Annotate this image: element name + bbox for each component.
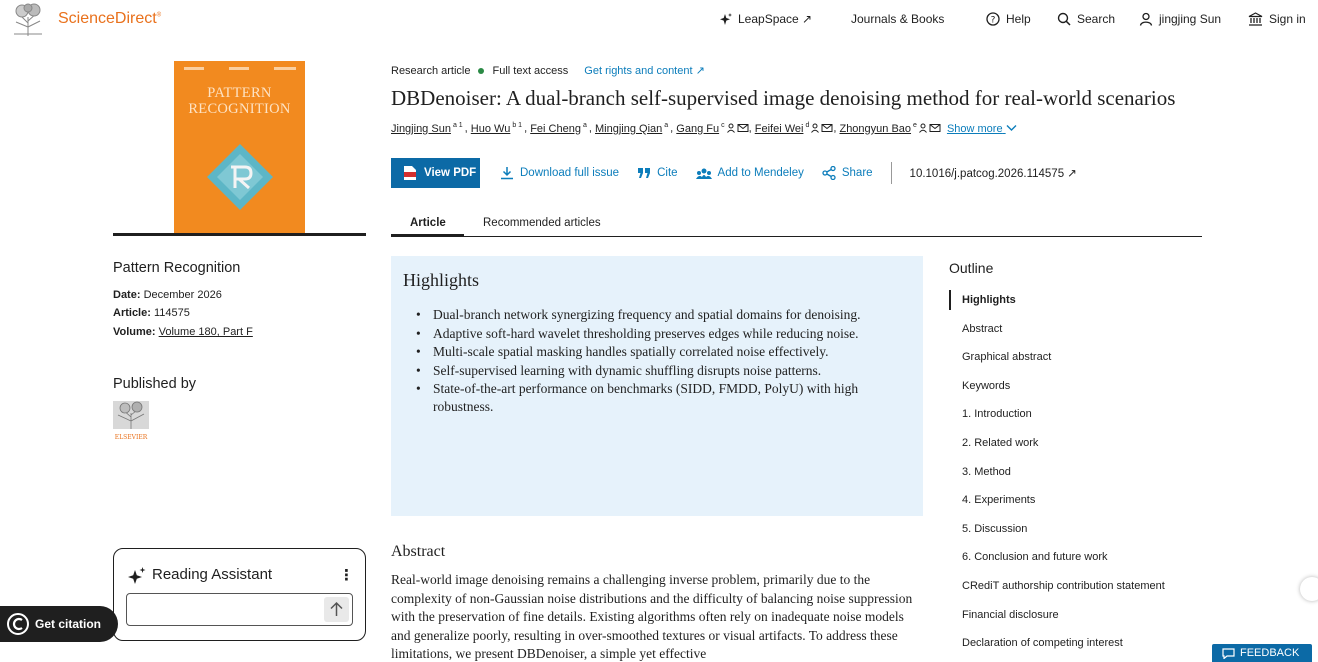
outline-item[interactable]: Highlights: [949, 290, 1016, 310]
list-item: • Multi-scale spatial masking handles spatially correlated noise effectively.: [433, 343, 873, 361]
author-link[interactable]: [676, 123, 748, 135]
outline-item[interactable]: 1. Introduction: [962, 408, 1032, 421]
share-button[interactable]: Share: [822, 166, 873, 180]
author-link[interactable]: [755, 123, 834, 135]
access-dot-icon: [478, 68, 484, 74]
outline-item[interactable]: Abstract: [962, 322, 1003, 335]
author-link[interactable]: [391, 123, 465, 135]
mendeley-icon: [696, 167, 712, 179]
outline-item[interactable]: 2. Related work: [962, 437, 1039, 449]
list-item: • Dual-branch network synergizing frequency and spatial domains for denoising.: [433, 306, 873, 324]
outline-item[interactable]: Keywords: [962, 379, 1011, 392]
outline-heading: Outline: [949, 260, 994, 276]
assistant-input[interactable]: [126, 593, 353, 626]
cover-header-strip: [174, 67, 305, 71]
contact-icons: [811, 123, 833, 135]
citation-icon: [7, 613, 29, 635]
author-affiliation: e: [913, 122, 917, 129]
volume-link[interactable]: Volume 180, Part F: [158, 326, 253, 338]
arrow-up-icon: [324, 597, 349, 622]
list-item: • State-of-the-art performance on benchmarks (SIDD, FMDD, PolyU) with high robustness.: [433, 380, 873, 415]
search-icon: [1057, 12, 1071, 26]
show-more-link[interactable]: Show more: [947, 123, 1017, 135]
journal-cover[interactable]: [174, 61, 305, 235]
outline-item[interactable]: 6. Conclusion and future work: [962, 551, 1108, 564]
author-name: Mingjing Qian: [595, 122, 663, 135]
sparkle-icon: [128, 567, 146, 585]
author-link[interactable]: [839, 123, 940, 135]
quote-icon: [637, 167, 651, 179]
contact-icons: [727, 123, 749, 135]
institution-icon: [1248, 12, 1263, 26]
contact-icons: [919, 123, 941, 135]
add-to-mendeley-button[interactable]: Add to Mendeley: [696, 167, 804, 179]
author-name: Fei Cheng: [530, 122, 581, 135]
svg-text:?: ?: [990, 15, 996, 26]
author-name: Feifei Wei: [754, 122, 804, 135]
nav-sign-in[interactable]: Sign in: [1248, 12, 1306, 26]
list-item: • Self-supervised learning with dynamic shuffling disrupts noise patterns.: [433, 362, 873, 380]
article-type: Research article: [391, 64, 471, 77]
author-affiliation: a: [664, 122, 669, 129]
send-button[interactable]: [324, 597, 349, 622]
chat-icon: [1222, 648, 1235, 659]
outline-item[interactable]: 5. Discussion: [962, 522, 1028, 535]
brand-name[interactable]: ScienceDirect®: [58, 10, 162, 27]
outline-item[interactable]: Financial disclosure: [962, 608, 1059, 621]
access-status: Full text access: [492, 64, 569, 77]
cite-button[interactable]: Cite: [637, 167, 677, 179]
actions-separator: [891, 162, 892, 184]
author-affiliation: c: [721, 122, 725, 129]
active-tab-indicator: [391, 234, 464, 237]
nav-help[interactable]: ? Help: [986, 12, 1031, 26]
more-options-icon[interactable]: ⋮: [339, 567, 354, 584]
get-citation-button[interactable]: Get citation: [0, 606, 118, 642]
highlights-heading: Highlights: [403, 270, 480, 290]
author-affiliation: b 1: [512, 122, 523, 129]
highlights-list: [433, 306, 873, 416]
list-item: • Adaptive soft-hard wavelet thresholding preserves edges while reducing noise.: [433, 325, 873, 343]
article-number: Article: 114575: [113, 307, 190, 319]
elsevier-tree-logo-icon[interactable]: [10, 3, 46, 36]
outline-item[interactable]: Declaration of competing interest: [962, 637, 1123, 650]
download-full-issue-button[interactable]: Download full issue: [500, 166, 619, 180]
author-affiliation: a 1: [452, 122, 463, 129]
help-icon: [986, 12, 1000, 26]
article-tabs: [391, 212, 1202, 237]
chevron-down-icon: [1006, 124, 1017, 132]
nav-journals-books[interactable]: Journals & Books: [851, 12, 945, 26]
download-icon: [500, 166, 514, 180]
nav-user[interactable]: jingjing Sun: [1139, 12, 1221, 26]
cover-divider: [113, 233, 366, 236]
assistant-bubble-icon[interactable]: [1300, 577, 1318, 601]
cover-diamond-icon: [205, 142, 275, 212]
article-info-bar: [391, 64, 705, 77]
doi-link[interactable]: 10.1016/j.patcog.2026.114575 ↗: [909, 168, 1077, 180]
pdf-icon: [403, 165, 417, 181]
top-bar: [0, 0, 1318, 40]
outline-item[interactable]: 4. Experiments: [962, 494, 1036, 507]
share-icon: [822, 166, 836, 180]
feedback-button[interactable]: FEEDBACK: [1212, 644, 1312, 662]
cover-title: PATTERN RECOGNITION: [188, 85, 291, 117]
outline-item[interactable]: Graphical abstract: [962, 351, 1052, 364]
author-link[interactable]: [595, 123, 670, 135]
nav-leapspace[interactable]: LeapSpace ↗: [719, 12, 812, 26]
author-name: Gang Fu: [676, 122, 720, 135]
author-affiliation: d: [805, 122, 810, 129]
sparkle-icon: [719, 13, 732, 26]
nav-search[interactable]: Search: [1057, 12, 1115, 26]
view-pdf-button[interactable]: View PDF: [391, 158, 480, 188]
outline-item[interactable]: CRediT authorship contribution statement: [962, 580, 1165, 592]
abstract-text: Real-world image denoising remains a challenging inverse problem, primarily due to the complexity of non-Gaussian noise distributions and the difficulty of balancing noise suppression with the preservation of fine details. Existing algorithms often rely on inadequate noise models and generalize poorly, resulting in over-smoothed textures or visual artifacts. To address these limitations, we present DBDenoiser, a simple yet effective: [391, 572, 913, 661]
outline-item[interactable]: 3. Method: [962, 465, 1011, 478]
tab-article[interactable]: Article: [410, 217, 446, 229]
author-name: Jingjing Sun: [391, 122, 451, 135]
highlights-section: [391, 256, 923, 516]
journal-name[interactable]: Pattern Recognition: [113, 260, 241, 276]
author-affiliation: a: [582, 122, 587, 129]
abstract-heading: Abstract: [391, 543, 446, 560]
reading-assistant-panel: [113, 548, 366, 641]
author-list: Jingjing Sun $^{a 1}$ , Huo Wu $^{b 1}$ , Fei Cheng $^a$ , Mingjing Qian $^a$ , Gang Fu $^c$ , Feifei Wei $^d$ , Zhongyun Bao $^e$ Show more: [391, 122, 1017, 135]
article-actions: [391, 158, 1077, 188]
elsevier-logo-icon[interactable]: [113, 401, 149, 441]
article-title: DBDenoiser: A dual-branch self-supervised image denoising method for real-world scenarios: [391, 86, 1176, 110]
svg-text:ELSEVIER: ELSEVIER: [114, 434, 148, 441]
tab-recommended-articles[interactable]: Recommended articles: [483, 217, 601, 229]
get-rights-link[interactable]: Get rights and content ↗: [584, 65, 705, 77]
user-icon: [1139, 12, 1153, 26]
author-name: Huo Wu: [470, 122, 511, 135]
author-link[interactable]: [471, 123, 524, 135]
volume: Volume: Volume 180, Part F: [113, 326, 253, 338]
published-by-heading: Published by: [113, 376, 197, 392]
author-link[interactable]: [530, 123, 589, 135]
reading-assistant-label: Reading Assistant: [152, 566, 273, 583]
issue-date: Date: December 2026: [113, 289, 222, 301]
author-name: Zhongyun Bao: [839, 122, 912, 135]
